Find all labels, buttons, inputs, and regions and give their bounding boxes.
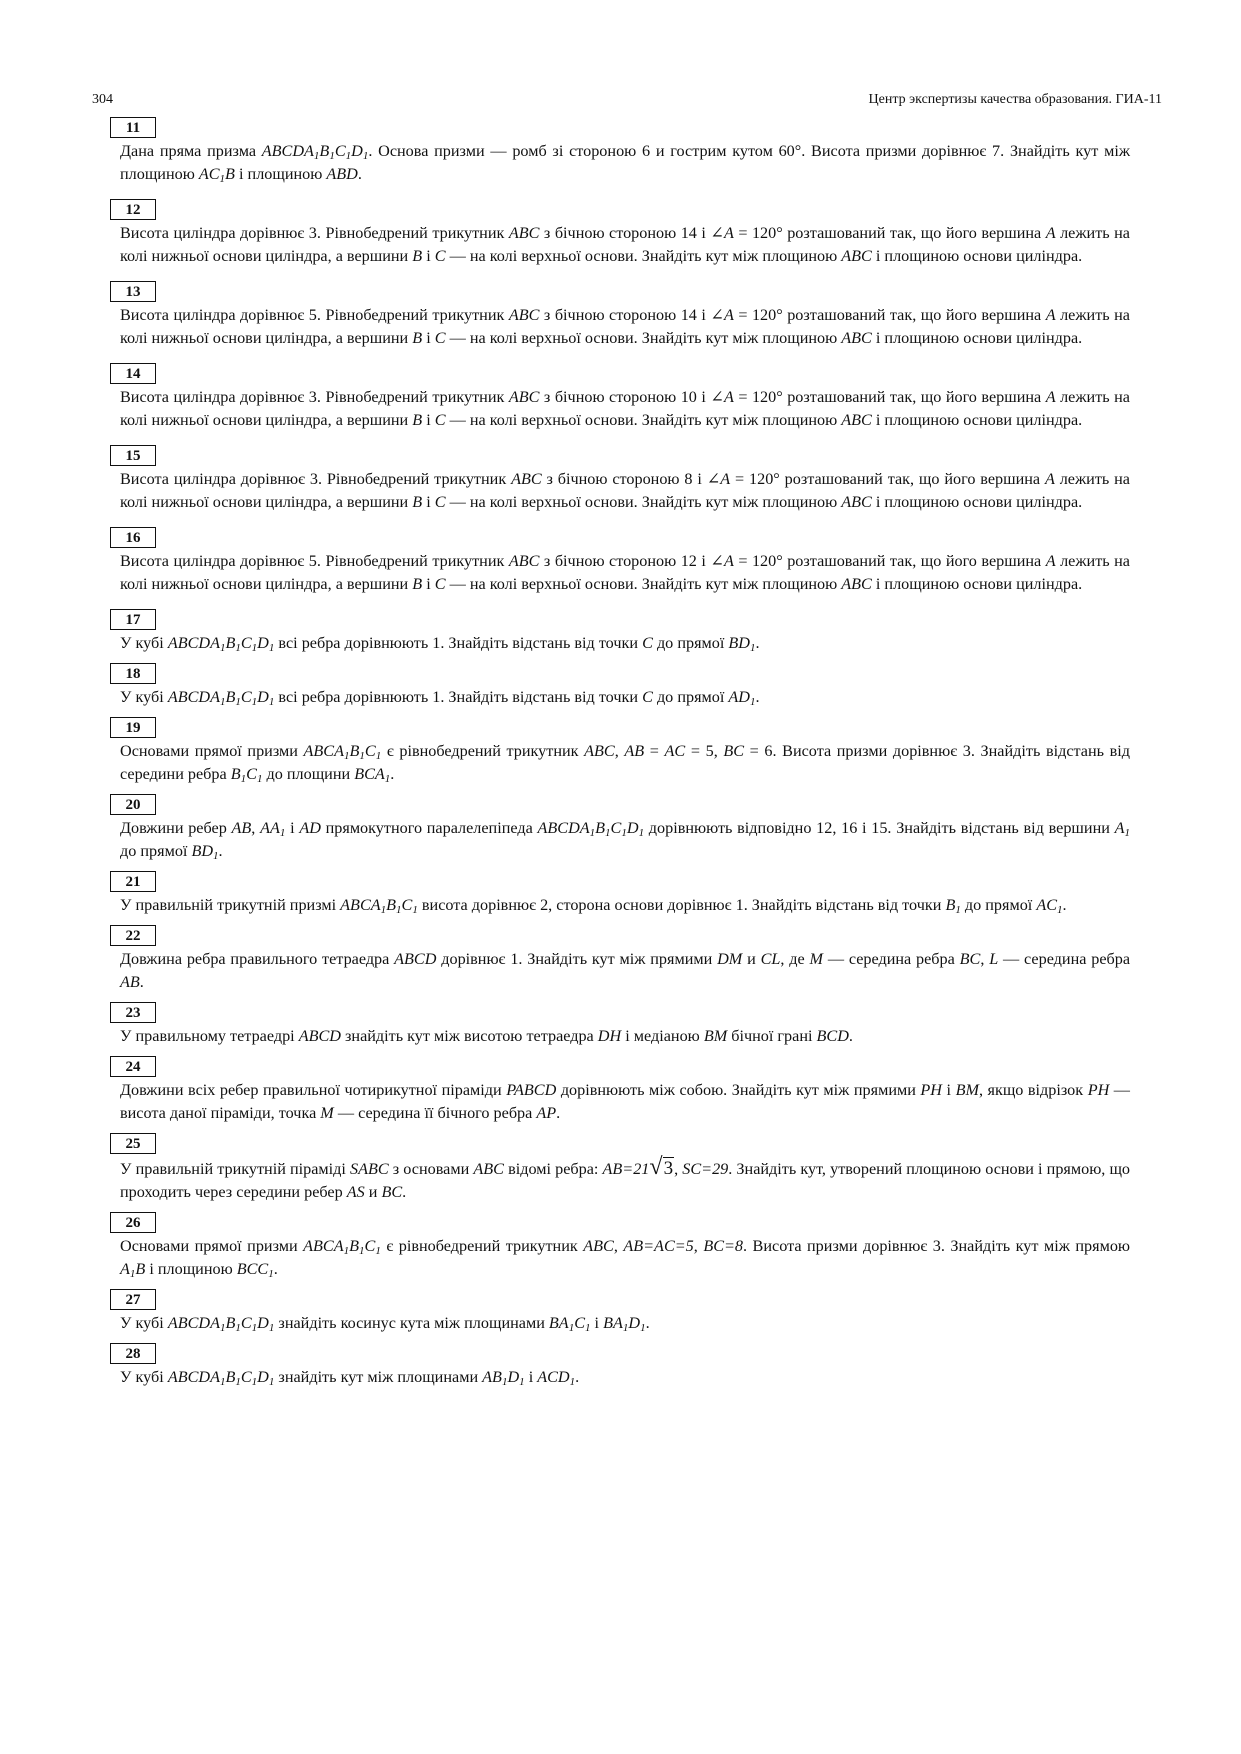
problem-item: [120, 363, 1130, 432]
math-expression: A: [723, 224, 734, 242]
math-expression: B: [412, 247, 423, 265]
math-expression: C: [434, 411, 446, 429]
problem-number: 20: [110, 794, 156, 815]
math-expression: ABCD: [394, 950, 437, 968]
problem-text: У кубі $ABCDA_1B_1C_1D_1$ всі ребра дорівнюють 1. Знайдіть відстань від точки C до прямої $AD_1$.: [120, 688, 760, 708]
math-expression: ABC: [583, 1237, 614, 1255]
math-expression: $AC_1B$: [198, 165, 235, 185]
math-expression: ABC: [473, 1160, 504, 1178]
math-expression: SC=29: [682, 1160, 729, 1178]
math-expression: ABC: [841, 411, 872, 429]
math-expression: $A_1$: [1114, 819, 1131, 839]
problem-text: Висота циліндра дорівнює 3. Рівнобедрений трикутник ABC з бічною стороною 8 і ∠A = 120° розташований так, що його вершина A лежить на колі нижньої основи циліндра, а вершини B і C — на колі верхньої основи. Знайдіть кут між площиною ABC і площиною основи циліндра.: [120, 470, 1130, 511]
math-expression: $ABCA_1B_1C_1$: [340, 896, 418, 916]
problem-number: 18: [110, 663, 156, 684]
problem-number: 21: [110, 871, 156, 892]
problem-text: Довжини ребер AB, $AA_1$ і AD прямокутного паралелепіпеда $ABCDA_1B_1C_1D_1$ дорівнюють відповідно 12, 16 і 15. Знайдіть відстань від вершини $A_1$ до прямої $BD_1$.: [120, 819, 1131, 862]
math-expression: CL: [760, 950, 781, 968]
problem-item: [120, 117, 1130, 186]
math-expression: ABC: [841, 247, 872, 265]
problem-text: У кубі $ABCDA_1B_1C_1D_1$ знайдіть косинус кута між площинами $BA_1C_1$ і $BA_1D_1$.: [120, 1314, 650, 1334]
math-expression: PH: [1087, 1081, 1110, 1099]
math-expression: A: [1045, 552, 1056, 570]
problem-item: [120, 1002, 1130, 1048]
math-expression: $ABCDA_1B_1C_1D_1$: [167, 1368, 275, 1388]
math-expression: DM: [717, 950, 743, 968]
math-expression: PABCD: [506, 1081, 557, 1099]
math-expression: A: [723, 306, 734, 324]
math-expression: B: [412, 411, 423, 429]
math-expression: M: [809, 950, 823, 968]
problem-item: [120, 445, 1130, 514]
problem-number: 11: [110, 117, 156, 138]
problem-number: 19: [110, 717, 156, 738]
problem-number: 16: [110, 527, 156, 548]
math-expression: $BA_1D_1$: [603, 1314, 646, 1334]
problem-text: Висота циліндра дорівнює 5. Рівнобедрений трикутник ABC з бічною стороною 14 і ∠A = 120° розташований так, що його вершина A лежить на колі нижньої основи циліндра, а вершини B і C — на колі верхньої основи. Знайдіть кут між площиною ABC і площиною основи циліндра.: [120, 306, 1130, 347]
math-expression: $ABCA_1B_1C_1$: [303, 1237, 381, 1257]
problem-text: У кубі $ABCDA_1B_1C_1D_1$ всі ребра дорівнюють 1. Знайдіть відстань від точки C до прямої $BD_1$.: [120, 634, 760, 654]
page-header: [92, 92, 1162, 114]
math-expression: DH: [597, 1027, 622, 1045]
math-expression: B: [412, 575, 423, 593]
problem-text: Довжина ребра правильного тетраедра ABCD дорівнює 1. Знайдіть кут між прямими DM и CL, де M — середина ребра BC, L — середина ребра AB.: [120, 950, 1131, 991]
math-expression: ABD: [326, 165, 358, 183]
math-expression: C: [642, 634, 653, 652]
math-expression: ABCD: [298, 1027, 341, 1045]
problem-item: [120, 281, 1130, 350]
math-expression: A: [1045, 388, 1056, 406]
problem-item: [120, 1289, 1130, 1335]
math-expression: ABC: [841, 329, 872, 347]
problem-number: 26: [110, 1212, 156, 1233]
math-expression: AB: [624, 742, 645, 760]
problem-item: [120, 663, 1130, 709]
problem-number: 15: [110, 445, 156, 466]
math-expression: AB: [120, 973, 140, 991]
math-expression: ABC: [584, 742, 615, 760]
math-expression: $ABCDA_1B_1C_1D_1$: [537, 819, 645, 839]
math-expression: SABC: [350, 1160, 389, 1178]
math-expression: C: [434, 247, 446, 265]
problem-text: Висота циліндра дорівнює 5. Рівнобедрений трикутник ABC з бічною стороною 12 і ∠A = 120° розташований так, що його вершина A лежить на колі нижньої основи циліндра, а вершини B і C — на колі верхньої основи. Знайдіть кут між площиною ABC і площиною основи циліндра.: [120, 552, 1130, 593]
problem-text: У правильному тетраедрі ABCD знайдіть кут між висотою тетраедра DH і медіаною BM бічної грані BCD.: [120, 1027, 853, 1045]
problem-number: 23: [110, 1002, 156, 1023]
math-expression: $B_1$: [945, 896, 961, 916]
square-root: √3: [649, 1154, 674, 1180]
problem-number: 28: [110, 1343, 156, 1364]
math-expression: ABC: [508, 552, 540, 570]
problem-item: [120, 871, 1130, 917]
math-expression: ABC: [841, 575, 872, 593]
math-expression: ABC: [508, 306, 540, 324]
problem-number: 12: [110, 199, 156, 220]
problem-item: [120, 527, 1130, 596]
problem-item: [120, 1133, 1130, 1204]
math-expression: $AA_1$: [260, 819, 286, 839]
math-expression: C: [642, 688, 653, 706]
math-expression: BM: [955, 1081, 979, 1099]
math-expression: BC: [723, 742, 745, 760]
math-expression: $ABCA_1B_1C_1$: [303, 742, 382, 762]
math-expression: $BA_1C_1$: [548, 1314, 591, 1334]
problem-text: Основами прямої призми $ABCA_1B_1C_1$ є рівнобедрений трикутник ABC, AB=AC=5, BC=8. Висота призми дорівнює 3. Знайдіть кут між прямою $A_1B$ і площиною $BCC_1$.: [120, 1237, 1131, 1280]
math-expression: L: [989, 950, 999, 968]
problem-number: 14: [110, 363, 156, 384]
problem-text: Дана пряма призма $ABCDA_1B_1C_1D_1$. Основа призми — ромб зі стороною 6 и гострим кутом 60°. Висота призми дорівнює 7. Знайдіть кут між площиною $AC_1B$ і площиною ABD.: [120, 142, 1130, 185]
math-expression: ABC: [511, 470, 542, 488]
page-number: 304: [92, 92, 113, 107]
problem-list: [120, 117, 1130, 1389]
math-expression: M: [320, 1104, 334, 1122]
math-expression: A: [1045, 306, 1056, 324]
problem-number: 27: [110, 1289, 156, 1310]
math-expression: $BCC_1$: [236, 1260, 274, 1280]
math-expression: ABC: [508, 224, 540, 242]
math-expression: $AD_1$: [728, 688, 756, 708]
math-expression: ABC: [841, 493, 872, 511]
problem-number: 24: [110, 1056, 156, 1077]
math-expression: A: [723, 552, 734, 570]
math-expression: B: [412, 493, 423, 511]
problem-item: [120, 925, 1130, 994]
problem-number: 13: [110, 281, 156, 302]
problem-item: [120, 1212, 1130, 1281]
math-expression: $AC_1$: [1036, 896, 1063, 916]
math-expression: BC=8: [703, 1237, 744, 1255]
math-expression: $BD_1$: [728, 634, 756, 654]
problem-item: [120, 1343, 1130, 1389]
math-expression: $ABCDA_1B_1C_1D_1$: [167, 634, 275, 654]
math-expression: AB: [231, 819, 252, 837]
math-expression: BCD: [816, 1027, 849, 1045]
math-expression: $ACD_1$: [537, 1368, 576, 1388]
math-expression: A: [720, 470, 731, 488]
math-expression: C: [434, 575, 446, 593]
math-expression: B: [412, 329, 423, 347]
problem-number: 17: [110, 609, 156, 630]
math-expression: A: [1044, 470, 1055, 488]
math-expression: A: [723, 388, 734, 406]
problem-item: [120, 1056, 1130, 1125]
problem-item: [120, 609, 1130, 655]
problem-item: [120, 794, 1130, 863]
problem-text: Основами прямої призми $ABCA_1B_1C_1$ є рівнобедрений трикутник ABC, AB = AC = 5, BC = 6. Висота призми дорівнює 3. Знайдіть відстань від середини ребра $B_1C_1$ до площини $BCA_1$.: [120, 742, 1130, 785]
problem-text: Довжини всіх ребер правильної чотирикутної піраміди PABCD дорівнюють між собою. Знайдіть кут між прямими PH і BM, якщо відрізок PH — висота даної піраміди, точка M — середина її бічного ребра AP.: [120, 1081, 1130, 1122]
math-expression: C: [434, 329, 446, 347]
problem-item: [120, 717, 1130, 786]
math-expression: $BD_1$: [191, 842, 219, 862]
math-expression: BC: [959, 950, 981, 968]
math-expression: $ABCDA_1B_1C_1D_1$: [167, 688, 275, 708]
problem-text: У кубі $ABCDA_1B_1C_1D_1$ знайдіть кут між площинами $AB_1D_1$ і $ACD_1$.: [120, 1368, 580, 1388]
math-expression: BM: [703, 1027, 728, 1045]
running-head: Центр экспертизы качества образования. ГИА-11: [868, 92, 1162, 107]
problem-item: [120, 199, 1130, 268]
problem-text: Висота циліндра дорівнює 3. Рівнобедрений трикутник ABC з бічною стороною 14 і ∠A = 120° розташований так, що його вершина A лежить на колі нижньої основи циліндра, а вершини B і C — на колі верхньої основи. Знайдіть кут між площиною ABC і площиною основи циліндра.: [120, 224, 1130, 265]
math-expression: $AB_1D_1$: [482, 1368, 525, 1388]
math-expression: BC: [381, 1183, 403, 1201]
math-expression: $ABCDA_1B_1C_1D_1$: [167, 1314, 275, 1334]
math-expression: PH: [920, 1081, 942, 1099]
problem-number: 22: [110, 925, 156, 946]
math-expression: C: [434, 493, 446, 511]
math-expression: AS: [346, 1183, 365, 1201]
math-expression: AB=AC=5: [623, 1237, 694, 1255]
math-expression: ABC: [508, 388, 540, 406]
math-expression: $BCA_1$: [354, 765, 391, 785]
math-expression: $A_1B$: [120, 1260, 146, 1280]
math-expression: A: [1045, 224, 1056, 242]
math-expression: AD: [299, 819, 321, 837]
problem-text: Висота циліндра дорівнює 3. Рівнобедрений трикутник ABC з бічною стороною 10 і ∠A = 120° розташований так, що його вершина A лежить на колі нижньої основи циліндра, а вершини B і C — на колі верхньої основи. Знайдіть кут між площиною ABC і площиною основи циліндра.: [120, 388, 1130, 429]
problem-number: 25: [110, 1133, 156, 1154]
math-expression: AB=21: [602, 1160, 650, 1178]
math-expression: $B_1C_1$: [230, 765, 263, 785]
math-expression: AC: [664, 742, 686, 760]
math-expression: AP: [536, 1104, 557, 1122]
math-expression: $ABCDA_1B_1C_1D_1$: [261, 142, 369, 162]
problem-text: У правильній трикутній піраміді SABC з основами ABC відомі ребра: AB=21√3, SC=29. Знайдіть кут, утворений площиною основи і прямою, що проходить через середини ребер AS и BC.: [120, 1154, 1131, 1201]
problem-text: У правильній трикутній призмі $ABCA_1B_1C_1$ висота дорівнює 2, сторона основи дорівнює 1. Знайдіть відстань від точки $B_1$ до прямої $AC_1$.: [120, 896, 1067, 916]
